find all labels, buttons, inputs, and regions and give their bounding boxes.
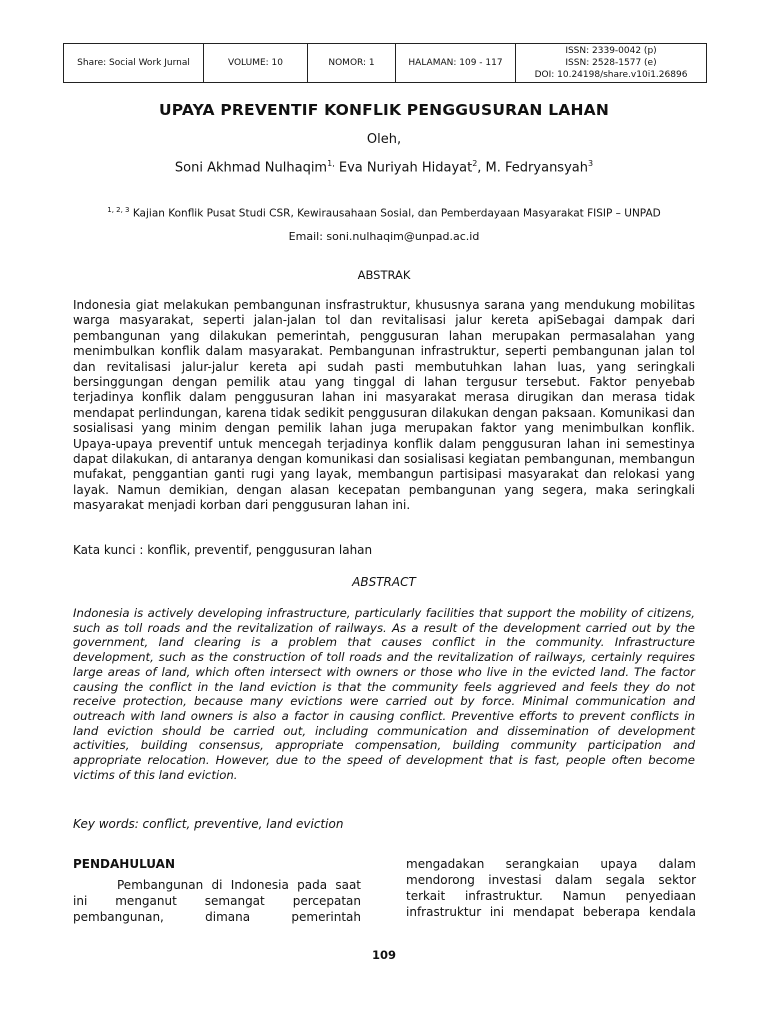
issn-doi-cell xyxy=(516,44,707,83)
oleh-label: Oleh, xyxy=(366,132,402,147)
pendahuluan-right-text: mengadakan serangkaian upaya dalam mendorong investasi dalam segala sektor terkait infrastruktur. Namun penyediaan infrastruktur ini mendapat beberapa kendala xyxy=(406,857,696,919)
author-email: Email: soni.nulhaqim@unpad.ac.id xyxy=(288,230,480,243)
author-name: , M. Fedryansyah xyxy=(477,160,588,176)
affiliation-text: Kajian Konflik Pusat Studi CSR, Kewirausahaan Sosial, dan Pemberdayaan Masyarakat FISIP – UNPAD xyxy=(132,207,661,220)
author-affiliation-marker: 3 xyxy=(587,159,594,168)
author-affiliation-marker: 1, xyxy=(327,159,335,168)
nomor-label: NOMOR: 1 xyxy=(308,44,396,83)
author-name: Eva Nuriyah Hidayat xyxy=(334,160,473,176)
abstract-heading: ABSTRACT xyxy=(352,575,416,589)
journal-header-table xyxy=(63,43,707,83)
author-list xyxy=(0,159,768,175)
affiliation xyxy=(0,206,768,220)
section-heading-pendahuluan: PENDAHULUAN xyxy=(73,857,175,871)
halaman-label: HALAMAN: 109 - 117 xyxy=(396,44,516,83)
page-number: 109 xyxy=(371,948,396,962)
abstract-keywords: Key words: conflict, preventive, land eviction xyxy=(73,817,344,831)
right-column xyxy=(406,856,696,920)
abstrak-heading: ABSTRAK xyxy=(357,268,411,282)
volume-label: VOLUME: 10 xyxy=(204,44,308,83)
issn-print: ISSN: 2339-0042 (p) xyxy=(565,46,657,56)
issn-electronic: ISSN: 2528-1577 (e) xyxy=(565,58,657,68)
journal-name: Share: Social Work Jurnal xyxy=(64,44,204,83)
doi: DOI: 10.24198/share.v10i1.26896 xyxy=(534,70,688,80)
abstrak-body: Indonesia giat melakukan pembangunan insfrastruktur, khususnya sarana yang mendukung mobilitas warga masyarakat, seperti jalan-jalan tol dan revitalisasi jalur kereta apiSebagai dampak dari pembangunan yang dilakukan pemerintah, penggusuran lahan merupakan permasalahan yang menimbulkan konflik dalam masyarakat. Pembangunan infrastruktur, seperti pembangunan jalan tol dan revitalisasi jalur-jalur kereta api sudah pasti membutuhkan lahan luas, yang seringkali bersinggungan dengan pemilik atau yang tinggal di lahan tergusur tersebut. Faktor penyebab terjadinya konflik dalam penggusuran lahan ini masyarakat merasa dirugikan dan merasa tidak mendapat perlindungan, karena tidak sedikit penggusuran dilakukan dengan paksaan. Komunikasi dan sosialisasi yang minim dengan pemilik lahan juga merupakan faktor yang menimbulkan konflik. Upaya-upaya preventif untuk mencegah terjadinya konflik dalam penggusuran lahan ini semestinya dapat dilakukan, di antaranya dengan komunikasi dan sosialisasi kegiatan pembangunan, membangun mufakat, penggantian ganti rugi yang layak, membangun partisipasi masyarakat dan relokasi yang layak. Namun demikian, dengan alasan kecepatan pembangunan yang segera, maka seringkali masyarakat menjadi korban dari penggusuran lahan ini. xyxy=(73,298,695,513)
pendahuluan-left-text: Pembangunan di Indonesia pada saat ini menganut semangat percepatan pembangunan, dimana pemerintah xyxy=(73,878,361,924)
left-column xyxy=(73,857,361,925)
paper-title: UPAYA PREVENTIF KONFLIK PENGGUSURAN LAHAN xyxy=(158,101,610,119)
author-name: Soni Akhmad Nulhaqim xyxy=(174,160,328,176)
author-affiliation-marker: 2 xyxy=(472,159,478,168)
affiliation-marker: 1, 2, 3 xyxy=(107,206,130,214)
abstract-body: Indonesia is actively developing infrastructure, particularly facilities that support the mobility of citizens, such as toll roads and the revitalization of railways. As a result of the development carried out by the government, land clearing is a problem that causes conflict in the community. Infrastructure development, such as the construction of toll roads and the revitalization of railways, certainly requires large areas of land, which often intersect with owners or those who live in the evicted land. The factor causing the conflict in the land eviction is that the community feels aggrieved and feels they do not receive protection, because many evictions were carried out by force. Minimal communication and outreach with land owners is also a factor in causing conflict. Preventive efforts to prevent conflicts in land eviction should be carried out, including communication and dissemination of development activities, building consensus, appropriate compensation, building community participation and appropriate relocation. However, due to the speed of development that is fast, people often become victims of this land eviction. xyxy=(73,606,695,782)
kata-kunci: Kata kunci : konflik, preventif, penggusuran lahan xyxy=(73,543,373,557)
